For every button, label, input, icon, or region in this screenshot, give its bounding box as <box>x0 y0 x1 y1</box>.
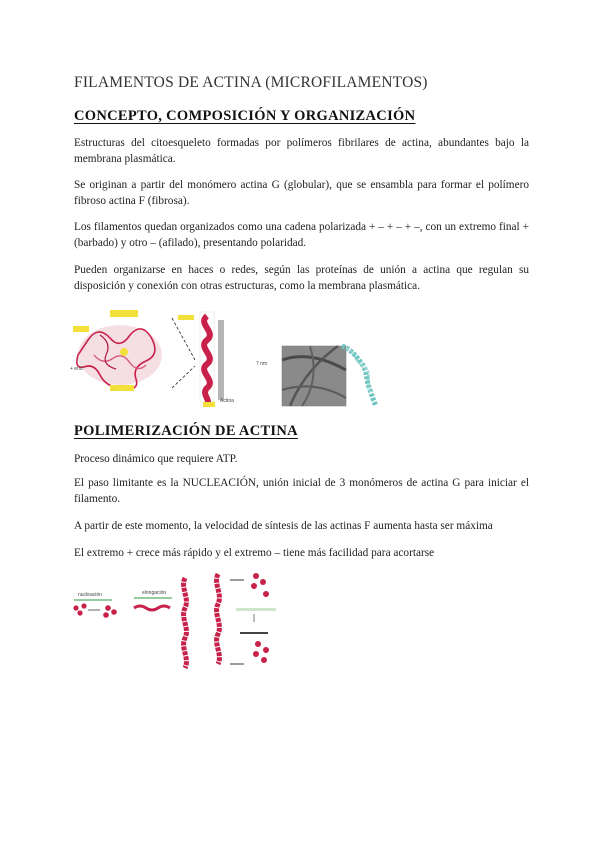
actin-g-monomer-model <box>70 310 162 391</box>
elongation-label: elongación <box>142 590 167 596</box>
svg-text:+ end: + end <box>70 366 83 372</box>
section-heading-polimerizacion: POLIMERIZACIÓN DE ACTINA <box>74 423 298 439</box>
actin-structure-figure <box>70 310 390 412</box>
nucleation-step <box>73 592 116 618</box>
actin-monomers <box>236 573 276 663</box>
helical-filament-model <box>342 346 376 406</box>
paragraph: Los filamentos quedan organizados como una cadena polarizada + – + – + –, con un extremo final + (barbado) y otro – (afilado), presentando polaridad. <box>74 221 529 249</box>
svg-text:Actina: Actina <box>220 398 234 404</box>
electron-micrograph-image <box>256 346 346 406</box>
paragraph: Se originan a partir del monómero actina G (globular), que se ensambla para formar el polímero fibroso actina F (fibrosa). <box>74 179 529 207</box>
actin-polymerization-figure <box>68 568 298 670</box>
paragraph: Proceso dinámico que requiere ATP. <box>74 453 238 465</box>
scale-label: 7 nm <box>256 361 268 367</box>
actin-f-filament-model <box>178 312 234 407</box>
paragraph: A partir de este momento, la velocidad de síntesis de las actinas F aumenta hasta ser máxima <box>74 520 493 532</box>
paragraph: Pueden organizarse en haces o redes, según las proteínas de unión a actina que regulan su disposición y conexión con otras estructuras, como la membrana plasmática. <box>74 264 529 292</box>
paragraph: El extremo + crece más rápido y el extremo – tiene más facilidad para acortarse <box>74 547 435 559</box>
section-heading-concepto: CONCEPTO, COMPOSICIÓN Y ORGANIZACIÓN <box>74 108 416 124</box>
nucleation-label: nucleación <box>78 592 102 598</box>
elongation-step <box>134 590 172 610</box>
page-title: FILAMENTOS DE ACTINA (MICROFILAMENTOS) <box>74 74 428 91</box>
actin-filament-pair <box>184 574 244 668</box>
paragraph: Estructuras del citoesqueleto formadas por polímeros fibrilares de actina, abundantes bajo la membrana plasmática. <box>74 137 529 165</box>
paragraph: El paso limitante es la NUCLEACIÓN, unión inicial de 3 monómeros de actina G para iniciar el filamento. <box>74 477 529 505</box>
